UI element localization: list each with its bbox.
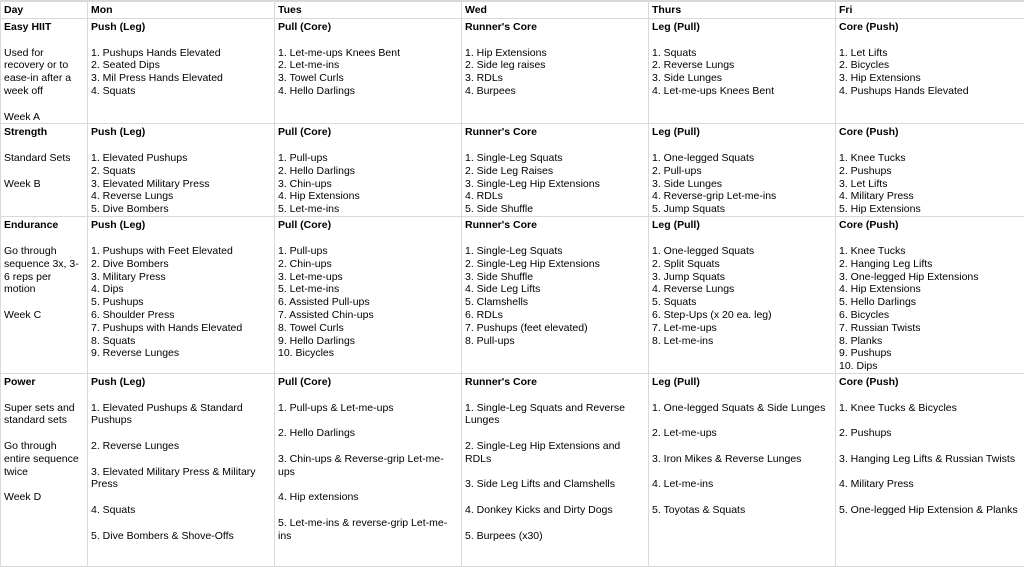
workout-cell-thurs[interactable]: [649, 373, 836, 566]
exercise-item: 3. Chin-ups & Reverse-grip Let-me-ups: [278, 453, 458, 479]
exercise-item: 2. Let-me-ups: [652, 427, 832, 440]
spacer: [4, 165, 84, 178]
workout-title: Core (Push): [839, 219, 1021, 232]
exercise-item: 5. Side Shuffle: [465, 203, 645, 216]
workout-cell-tues[interactable]: [275, 124, 462, 217]
exercise-item: 4. Let-me-ins: [652, 478, 832, 491]
column-header-day[interactable]: Day: [1, 1, 88, 19]
spacer: [278, 504, 458, 517]
exercise-item: 3. Mil Press Hands Elevated: [91, 72, 271, 85]
exercise-item: 4. Pushups Hands Elevated: [839, 85, 1021, 98]
workout-cell-thurs[interactable]: [649, 124, 836, 217]
exercise-item: 2. Single-Leg Hip Extensions: [465, 258, 645, 271]
exercise-item: 5. Let-me-ins: [278, 283, 458, 296]
workout-title: Runner's Core: [465, 21, 645, 34]
workout-cell-thurs[interactable]: [649, 217, 836, 374]
spacer: [652, 491, 832, 504]
exercise-item: 5. Let-me-ins: [278, 203, 458, 216]
workout-title: Leg (Pull): [652, 219, 832, 232]
exercise-item: 8. Let-me-ins: [652, 335, 832, 348]
day-cell[interactable]: [1, 373, 88, 566]
exercise-item: 5. Let-me-ins & reverse-grip Let-me-ins: [278, 517, 458, 543]
day-title: Easy HIIT: [4, 21, 84, 34]
spacer: [278, 414, 458, 427]
exercise-item: 1. One-legged Squats: [652, 245, 832, 258]
workout-cell-tues[interactable]: [275, 19, 462, 124]
workout-title: Push (Leg): [91, 376, 271, 389]
exercise-item: 4. Reverse Lungs: [652, 283, 832, 296]
header-row: [1, 1, 1024, 19]
day-description: Go through sequence 3x, 3-6 reps per motion: [4, 245, 84, 296]
exercise-item: 1. Knee Tucks: [839, 152, 1021, 165]
exercise-item: 9. Pushups: [839, 347, 1021, 360]
exercise-item: 2. Side leg raises: [465, 59, 645, 72]
day-cell[interactable]: [1, 124, 88, 217]
exercise-item: 4. Let-me-ups Knees Bent: [652, 85, 832, 98]
exercise-item: 5. Dive Bombers: [91, 203, 271, 216]
exercise-item: 4. Hip Extensions: [278, 190, 458, 203]
spacer: [839, 414, 1021, 427]
exercise-item: 9. Hello Darlings: [278, 335, 458, 348]
exercise-item: 2. Pushups: [839, 165, 1021, 178]
exercise-item: 7. Pushups with Hands Elevated: [91, 322, 271, 335]
exercise-item: 4. Hello Darlings: [278, 85, 458, 98]
workout-title: Leg (Pull): [652, 126, 832, 139]
exercise-item: 2. Hello Darlings: [278, 427, 458, 440]
exercise-item: 2. Single-Leg Hip Extensions and RDLs: [465, 440, 645, 466]
workout-title: Pull (Core): [278, 376, 458, 389]
exercise-item: 9. Reverse Lunges: [91, 347, 271, 360]
exercise-item: 3. Side Lunges: [652, 72, 832, 85]
workout-title: Core (Push): [839, 126, 1021, 139]
exercise-item: 2. Hello Darlings: [278, 165, 458, 178]
day-description: Week B: [4, 178, 84, 191]
exercise-item: 8. Planks: [839, 335, 1021, 348]
exercise-item: 3. Elevated Military Press: [91, 178, 271, 191]
spacer: [652, 466, 832, 479]
workout-cell-fri[interactable]: [836, 373, 1024, 566]
exercise-item: 3. Chin-ups: [278, 178, 458, 191]
exercise-item: 7. Russian Twists: [839, 322, 1021, 335]
spacer: [91, 427, 271, 440]
exercise-item: 2. Chin-ups: [278, 258, 458, 271]
workout-title: Pull (Core): [278, 21, 458, 34]
exercise-item: 8. Squats: [91, 335, 271, 348]
exercise-item: 7. Let-me-ups: [652, 322, 832, 335]
exercise-item: 1. One-legged Squats & Side Lunges: [652, 402, 832, 415]
spacer: [652, 414, 832, 427]
day-description: Week A: [4, 111, 84, 124]
exercise-item: 1. Elevated Pushups: [91, 152, 271, 165]
exercise-item: 1. Knee Tucks & Bicycles: [839, 402, 1021, 415]
day-description: Used for recovery or to ease-in after a week off: [4, 47, 84, 98]
day-cell[interactable]: [1, 19, 88, 124]
exercise-item: 1. Let Lifts: [839, 47, 1021, 60]
spacer: [91, 453, 271, 466]
exercise-item: 3. RDLs: [465, 72, 645, 85]
exercise-item: 2. Seated Dips: [91, 59, 271, 72]
spacer: [465, 427, 645, 440]
exercise-item: 1. Pushups Hands Elevated: [91, 47, 271, 60]
table-row: [1, 373, 1024, 566]
workout-cell-thurs[interactable]: [649, 19, 836, 124]
spacer: [4, 427, 84, 440]
workout-title: Core (Push): [839, 21, 1021, 34]
workout-title: Push (Leg): [91, 126, 271, 139]
exercise-item: 2. Squats: [91, 165, 271, 178]
table-row: [1, 124, 1024, 217]
exercise-item: 8. Pull-ups: [465, 335, 645, 348]
spacer: [465, 491, 645, 504]
spacer: [4, 296, 84, 309]
spacer: [4, 478, 84, 491]
exercise-item: 5. Toyotas & Squats: [652, 504, 832, 517]
exercise-item: 2. Dive Bombers: [91, 258, 271, 271]
exercise-item: 4. Squats: [91, 504, 271, 517]
exercise-item: 3. Jump Squats: [652, 271, 832, 284]
exercise-item: 4. Side Leg Lifts: [465, 283, 645, 296]
exercise-item: 2. Pull-ups: [652, 165, 832, 178]
day-description: Week D: [4, 491, 84, 504]
exercise-item: 10. Bicycles: [278, 347, 458, 360]
exercise-item: 6. Bicycles: [839, 309, 1021, 322]
exercise-item: 3. Let-me-ups: [278, 271, 458, 284]
exercise-item: 6. Shoulder Press: [91, 309, 271, 322]
workout-cell-fri[interactable]: [836, 19, 1024, 124]
column-header-wed[interactable]: Wed: [462, 1, 649, 19]
exercise-item: 2. Bicycles: [839, 59, 1021, 72]
exercise-item: 4. Dips: [91, 283, 271, 296]
exercise-item: 2. Let-me-ins: [278, 59, 458, 72]
spacer: [839, 440, 1021, 453]
exercise-item: 5. Hello Darlings: [839, 296, 1021, 309]
exercise-item: 5. Hip Extensions: [839, 203, 1021, 216]
exercise-item: 2. Split Squats: [652, 258, 832, 271]
day-description: Week C: [4, 309, 84, 322]
spacer: [652, 440, 832, 453]
workout-cell-mon[interactable]: [88, 217, 275, 374]
workout-title: Runner's Core: [465, 219, 645, 232]
exercise-item: 4. Hip Extensions: [839, 283, 1021, 296]
exercise-item: 1. Single-Leg Squats and Reverse Lunges: [465, 402, 645, 428]
spacer: [465, 466, 645, 479]
exercise-item: 1. Pushups with Feet Elevated: [91, 245, 271, 258]
day-description: Standard Sets: [4, 152, 84, 165]
exercise-item: 1. Let-me-ups Knees Bent: [278, 47, 458, 60]
exercise-item: 3. Side Leg Lifts and Clamshells: [465, 478, 645, 491]
exercise-item: 3. Iron Mikes & Reverse Lunges: [652, 453, 832, 466]
exercise-item: 4. Donkey Kicks and Dirty Dogs: [465, 504, 645, 517]
spacer: [839, 466, 1021, 479]
workout-cell-wed[interactable]: [462, 373, 649, 566]
exercise-item: 4. Military Press: [839, 190, 1021, 203]
workout-title: Leg (Pull): [652, 21, 832, 34]
exercise-item: 3. Hip Extensions: [839, 72, 1021, 85]
exercise-item: 6. Assisted Pull-ups: [278, 296, 458, 309]
day-title: Endurance: [4, 219, 84, 232]
workout-title: Runner's Core: [465, 376, 645, 389]
column-header-thurs[interactable]: Thurs: [649, 1, 836, 19]
exercise-item: 1. Knee Tucks: [839, 245, 1021, 258]
workout-cell-wed[interactable]: [462, 217, 649, 374]
exercise-item: 1. Pull-ups & Let-me-ups: [278, 402, 458, 415]
spacer: [278, 440, 458, 453]
exercise-item: 4. RDLs: [465, 190, 645, 203]
exercise-item: 4. Reverse Lungs: [91, 190, 271, 203]
workout-cell-tues[interactable]: [275, 217, 462, 374]
exercise-item: 5. Dive Bombers & Shove-Offs: [91, 530, 271, 543]
workout-title: Runner's Core: [465, 126, 645, 139]
spacer: [465, 517, 645, 530]
exercise-item: 3. Military Press: [91, 271, 271, 284]
workout-cell-mon[interactable]: [88, 373, 275, 566]
spacer: [839, 491, 1021, 504]
exercise-item: 4. Military Press: [839, 478, 1021, 491]
exercise-item: 1. Single-Leg Squats: [465, 152, 645, 165]
exercise-item: 3. Single-Leg Hip Extensions: [465, 178, 645, 191]
exercise-item: 5. Clamshells: [465, 296, 645, 309]
spacer: [91, 517, 271, 530]
exercise-item: 3. Side Lunges: [652, 178, 832, 191]
table-row: [1, 19, 1024, 124]
exercise-item: 4. Burpees: [465, 85, 645, 98]
exercise-item: 2. Reverse Lungs: [652, 59, 832, 72]
exercise-item: 5. Burpees (x30): [465, 530, 645, 543]
exercise-item: 3. Towel Curls: [278, 72, 458, 85]
exercise-item: 7. Pushups (feet elevated): [465, 322, 645, 335]
column-header-mon[interactable]: Mon: [88, 1, 275, 19]
exercise-item: 5. One-legged Hip Extension & Planks: [839, 504, 1021, 517]
spacer: [91, 491, 271, 504]
workout-cell-wed[interactable]: [462, 124, 649, 217]
day-description: Super sets and standard sets: [4, 402, 84, 428]
workout-title: Pull (Core): [278, 126, 458, 139]
exercise-item: 5. Pushups: [91, 296, 271, 309]
exercise-item: 3. Side Shuffle: [465, 271, 645, 284]
spacer: [278, 478, 458, 491]
workout-title: Leg (Pull): [652, 376, 832, 389]
workout-cell-fri[interactable]: [836, 217, 1024, 374]
exercise-item: 2. Pushups: [839, 427, 1021, 440]
exercise-item: 3. Elevated Military Press & Military Press: [91, 466, 271, 492]
day-description: Go through entire sequence twice: [4, 440, 84, 478]
workout-cell-tues[interactable]: [275, 373, 462, 566]
exercise-item: 5. Squats: [652, 296, 832, 309]
workout-cell-mon[interactable]: [88, 19, 275, 124]
table-row: [1, 217, 1024, 374]
exercise-item: 1. Hip Extensions: [465, 47, 645, 60]
exercise-item: 1. Pull-ups: [278, 245, 458, 258]
day-title: Strength: [4, 126, 84, 139]
exercise-item: 4. Squats: [91, 85, 271, 98]
exercise-item: 6. Step-Ups (x 20 ea. leg): [652, 309, 832, 322]
exercise-item: 2. Hanging Leg Lifts: [839, 258, 1021, 271]
exercise-item: 5. Jump Squats: [652, 203, 832, 216]
column-header-tues[interactable]: Tues: [275, 1, 462, 19]
exercise-item: 7. Assisted Chin-ups: [278, 309, 458, 322]
exercise-item: 2. Reverse Lunges: [91, 440, 271, 453]
exercise-item: 1. Pull-ups: [278, 152, 458, 165]
exercise-item: 10. Dips: [839, 360, 1021, 373]
exercise-item: 3. One-legged Hip Extensions: [839, 271, 1021, 284]
workout-title: Push (Leg): [91, 219, 271, 232]
exercise-item: 1. Elevated Pushups & Standard Pushups: [91, 402, 271, 428]
spacer: [4, 98, 84, 111]
exercise-item: 4. Hip extensions: [278, 491, 458, 504]
column-header-fri[interactable]: Fri: [836, 1, 1024, 19]
day-cell[interactable]: [1, 217, 88, 374]
exercise-item: 1. Squats: [652, 47, 832, 60]
exercise-item: 6. RDLs: [465, 309, 645, 322]
exercise-item: 1. One-legged Squats: [652, 152, 832, 165]
exercise-item: 4. Reverse-grip Let-me-ins: [652, 190, 832, 203]
workout-cell-wed[interactable]: [462, 19, 649, 124]
workout-cell-mon[interactable]: [88, 124, 275, 217]
exercise-item: 2. Side Leg Raises: [465, 165, 645, 178]
exercise-item: 1. Single-Leg Squats: [465, 245, 645, 258]
workout-cell-fri[interactable]: [836, 124, 1024, 217]
exercise-item: 3. Let Lifts: [839, 178, 1021, 191]
workout-title: Core (Push): [839, 376, 1021, 389]
exercise-item: 8. Towel Curls: [278, 322, 458, 335]
day-title: Power: [4, 376, 84, 389]
exercise-item: 3. Hanging Leg Lifts & Russian Twists: [839, 453, 1021, 466]
workout-title: Pull (Core): [278, 219, 458, 232]
workout-title: Push (Leg): [91, 21, 271, 34]
